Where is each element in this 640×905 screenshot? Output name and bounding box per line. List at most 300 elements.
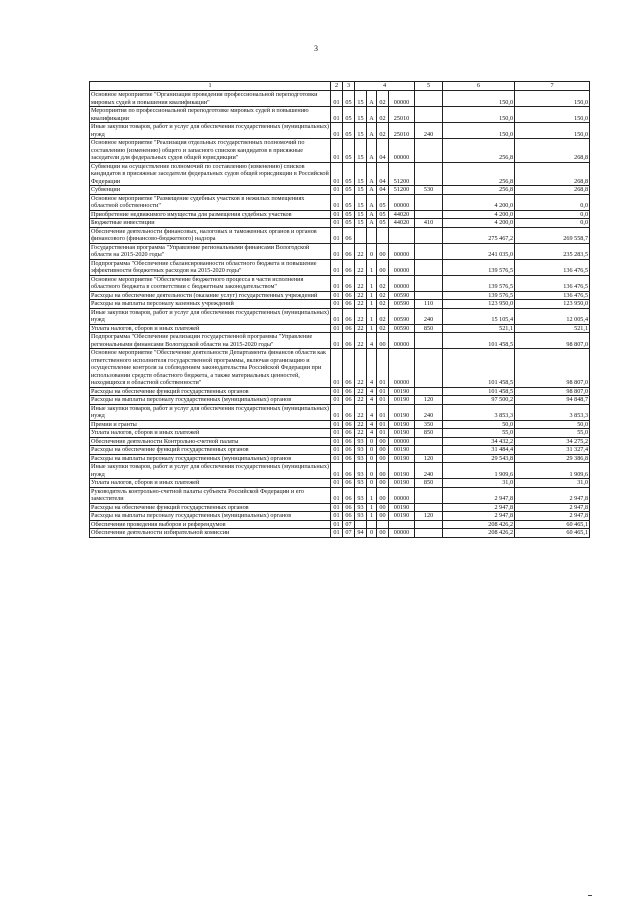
subprogram-code: А [367, 194, 377, 210]
section-code: 01 [331, 479, 343, 488]
direction-code: 00000 [389, 529, 415, 538]
section-code: 01 [331, 162, 343, 186]
amount-year-2: 0,0 [515, 194, 590, 210]
amount-year-1: 123 950,0 [443, 300, 515, 309]
direction-code: 00590 [389, 324, 415, 333]
amount-year-1: 101 458,5 [443, 349, 515, 388]
subsection-code: 06 [343, 243, 355, 259]
table-row [90, 349, 590, 388]
expense-type-code: 240 [415, 404, 443, 420]
direction-code: 25010 [389, 107, 415, 123]
amount-year-2: 2 947,8 [515, 503, 590, 512]
amount-year-2: 269 558,7 [515, 227, 590, 243]
section-code: 01 [331, 487, 343, 503]
table-row [90, 512, 590, 521]
header-col-1: 1 [90, 82, 331, 91]
row-name: Обеспечение деятельности Контрольно-счетной палаты [90, 437, 331, 446]
subprogram-code: 1 [367, 324, 377, 333]
program-code: 93 [355, 512, 367, 521]
corner-mark [588, 895, 592, 896]
activity-code: 02 [377, 91, 389, 107]
amount-year-1: 31,0 [443, 479, 515, 488]
amount-year-2: 3 853,3 [515, 404, 590, 420]
program-code: 93 [355, 503, 367, 512]
budget-table [89, 81, 590, 538]
subsection-code: 06 [343, 387, 355, 396]
table-row [90, 503, 590, 512]
program-code: 93 [355, 454, 367, 463]
program-code: 15 [355, 186, 367, 195]
direction-code: 00000 [389, 333, 415, 349]
subsection-code: 06 [343, 454, 355, 463]
table-row [90, 91, 590, 107]
row-name: Государственная программа "Управление региональными финансами Вологодской области на 2015-2020 годы" [90, 243, 331, 259]
program-code: 22 [355, 333, 367, 349]
amount-year-2: 29 386,8 [515, 454, 590, 463]
amount-year-1: 4 200,0 [443, 194, 515, 210]
amount-year-2: 31 327,4 [515, 446, 590, 455]
activity-code: 02 [377, 308, 389, 324]
subsection-code: 05 [343, 91, 355, 107]
row-name: Расходы на обеспечение функций государственных органов [90, 446, 331, 455]
subprogram-code: А [367, 123, 377, 139]
amount-year-1: 2 947,8 [443, 487, 515, 503]
subsection-code: 06 [343, 437, 355, 446]
amount-year-1: 208 426,2 [443, 529, 515, 538]
activity-code: 00 [377, 259, 389, 275]
amount-year-2: 2 947,8 [515, 487, 590, 503]
subsection-code: 06 [343, 396, 355, 405]
amount-year-2: 268,8 [515, 186, 590, 195]
table-row [90, 243, 590, 259]
header-col-5: 5 [415, 82, 443, 91]
activity-code: 01 [377, 420, 389, 429]
header-col-7: 7 [515, 82, 590, 91]
expense-type-code: 350 [415, 420, 443, 429]
table-row [90, 520, 590, 529]
amount-year-1: 29 543,8 [443, 454, 515, 463]
activity-code: 00 [377, 479, 389, 488]
activity-code: 00 [377, 446, 389, 455]
section-code: 01 [331, 123, 343, 139]
table-row [90, 324, 590, 333]
activity-code: 00 [377, 333, 389, 349]
amount-year-1: 34 432,2 [443, 437, 515, 446]
row-name: Уплата налогов, сборов и иных платежей [90, 324, 331, 333]
subsection-code: 06 [343, 420, 355, 429]
amount-year-2: 94 848,7 [515, 396, 590, 405]
subprogram-code: 4 [367, 404, 377, 420]
amount-year-2: 0,0 [515, 219, 590, 228]
row-name: Бюджетные инвестиции [90, 219, 331, 228]
amount-year-1: 150,0 [443, 123, 515, 139]
program-code: 15 [355, 219, 367, 228]
subsection-code: 06 [343, 512, 355, 521]
amount-year-2: 0,0 [515, 210, 590, 219]
row-name: Премии и гранты [90, 420, 331, 429]
table-row [90, 387, 590, 396]
section-code: 01 [331, 194, 343, 210]
section-code: 01 [331, 291, 343, 300]
subprogram-code: 0 [367, 463, 377, 479]
direction-code: 44020 [389, 219, 415, 228]
expense-type-code: 530 [415, 186, 443, 195]
activity-code: 05 [377, 219, 389, 228]
activity-code: 04 [377, 162, 389, 186]
expense-type-code [415, 333, 443, 349]
subsection-code: 06 [343, 503, 355, 512]
subsection-code: 05 [343, 194, 355, 210]
program-code: 22 [355, 259, 367, 275]
amount-year-2: 98 807,0 [515, 349, 590, 388]
program-code: 93 [355, 479, 367, 488]
section-code: 01 [331, 512, 343, 521]
activity-code: 00 [377, 487, 389, 503]
expense-type-code: 240 [415, 308, 443, 324]
direction-code: 00590 [389, 300, 415, 309]
expense-type-code [415, 520, 443, 529]
direction-code: 00000 [389, 437, 415, 446]
section-code: 01 [331, 139, 343, 163]
amount-year-1: 1 909,6 [443, 463, 515, 479]
subprogram-code [367, 227, 377, 243]
page-number: 3 [314, 44, 318, 53]
direction-code: 00190 [389, 454, 415, 463]
table-row [90, 259, 590, 275]
section-code: 01 [331, 300, 343, 309]
table-row [90, 479, 590, 488]
subsection-code: 06 [343, 463, 355, 479]
row-name: Расходы на обеспечение функций государственных органов [90, 503, 331, 512]
direction-code: 51200 [389, 186, 415, 195]
expense-type-code [415, 437, 443, 446]
row-name: Расходы на выплаты персоналу государственных (муниципальных) органов [90, 512, 331, 521]
amount-year-2: 150,0 [515, 91, 590, 107]
header-col-2: 2 [331, 82, 343, 91]
expense-type-code: 240 [415, 463, 443, 479]
direction-code: 00000 [389, 91, 415, 107]
row-name: Расходы на выплаты персоналу казенных учреждений [90, 300, 331, 309]
expense-type-code [415, 259, 443, 275]
subprogram-code: А [367, 162, 377, 186]
table-row [90, 463, 590, 479]
amount-year-2: 150,0 [515, 123, 590, 139]
table-header-row [90, 82, 590, 91]
activity-code: 02 [377, 107, 389, 123]
subprogram-code: 1 [367, 259, 377, 275]
activity-code: 01 [377, 429, 389, 438]
table-row [90, 437, 590, 446]
direction-code: 00190 [389, 404, 415, 420]
amount-year-1: 241 035,0 [443, 243, 515, 259]
subprogram-code: А [367, 139, 377, 163]
amount-year-1: 275 467,2 [443, 227, 515, 243]
activity-code: 00 [377, 454, 389, 463]
section-code: 01 [331, 529, 343, 538]
amount-year-2: 2 947,8 [515, 512, 590, 521]
subsection-code: 05 [343, 123, 355, 139]
table-row [90, 420, 590, 429]
subsection-code: 05 [343, 210, 355, 219]
table-row [90, 404, 590, 420]
amount-year-2: 12 005,4 [515, 308, 590, 324]
program-code: 93 [355, 446, 367, 455]
row-name: Иные закупки товаров, работ и услуг для обеспечения государственных (муниципальных) нужд [91, 123, 329, 138]
program-code [355, 520, 367, 529]
direction-code: 00000 [389, 487, 415, 503]
program-code: 15 [355, 107, 367, 123]
activity-code: 05 [377, 194, 389, 210]
section-code: 01 [331, 219, 343, 228]
amount-year-2: 98 807,0 [515, 333, 590, 349]
section-code: 01 [331, 308, 343, 324]
subsection-code: 06 [343, 429, 355, 438]
table-row [90, 333, 590, 349]
amount-year-1: 3 853,3 [443, 404, 515, 420]
subsection-code: 06 [343, 487, 355, 503]
table-row [90, 396, 590, 405]
activity-code: 02 [377, 324, 389, 333]
row-name: Расходы на обеспечение функций государственных органов [90, 387, 331, 396]
program-code: 22 [355, 404, 367, 420]
expense-type-code [415, 210, 443, 219]
subsection-code: 06 [343, 300, 355, 309]
table-row [90, 308, 590, 324]
subprogram-code: 1 [367, 503, 377, 512]
table-row [90, 454, 590, 463]
direction-code: 00000 [389, 349, 415, 388]
row-name: Руководитель контрольно-счетной палаты субъекта Российской Федерации и его заместители [90, 487, 331, 503]
direction-code [389, 227, 415, 243]
amount-year-1: 4 200,0 [443, 219, 515, 228]
expense-type-code [415, 291, 443, 300]
expense-type-code [415, 107, 443, 123]
table-row [90, 446, 590, 455]
row-name: Приобретение недвижимого имущества для размещения судебных участков [90, 210, 331, 219]
expense-type-code: 850 [415, 429, 443, 438]
program-code: 15 [355, 194, 367, 210]
section-code: 01 [331, 324, 343, 333]
section-code: 01 [331, 210, 343, 219]
amount-year-1: 101 458,5 [443, 387, 515, 396]
program-code: 22 [355, 308, 367, 324]
table-row [90, 529, 590, 538]
subsection-code: 05 [343, 107, 355, 123]
expense-type-code [415, 227, 443, 243]
activity-code: 04 [377, 186, 389, 195]
subprogram-code: 1 [367, 291, 377, 300]
program-code: 15 [355, 91, 367, 107]
amount-year-2: 521,1 [515, 324, 590, 333]
section-code: 01 [331, 275, 343, 291]
activity-code: 02 [377, 275, 389, 291]
expense-type-code [415, 139, 443, 163]
activity-code: 00 [377, 529, 389, 538]
direction-code: 00190 [389, 420, 415, 429]
table-body [90, 91, 590, 538]
amount-year-1: 15 105,4 [443, 308, 515, 324]
table-row [90, 227, 590, 243]
expense-type-code [415, 349, 443, 388]
program-code: 15 [355, 139, 367, 163]
table-row [90, 123, 590, 139]
row-name: Основное мероприятие "Размещение судебных участков в нежилых помещениях областной собственности" [90, 194, 331, 210]
activity-code: 01 [377, 387, 389, 396]
direction-code: 00190 [389, 503, 415, 512]
subprogram-code: 1 [367, 300, 377, 309]
subprogram-code: 4 [367, 333, 377, 349]
row-name: Расходы на обеспечение деятельности (оказание услуг) государственных учреждений [90, 291, 331, 300]
row-name: Обеспечение проведения выборов и референдумов [90, 520, 331, 529]
amount-year-2: 268,8 [515, 162, 590, 186]
table-row [90, 300, 590, 309]
direction-code: 00190 [389, 387, 415, 396]
program-code: 15 [355, 210, 367, 219]
program-code: 94 [355, 529, 367, 538]
subprogram-code: 0 [367, 479, 377, 488]
program-code: 22 [355, 387, 367, 396]
section-code: 01 [331, 429, 343, 438]
expense-type-code [415, 243, 443, 259]
subprogram-code: А [367, 219, 377, 228]
amount-year-2: 150,0 [515, 107, 590, 123]
subprogram-code: А [367, 186, 377, 195]
amount-year-1: 208 426,2 [443, 520, 515, 529]
program-code: 93 [355, 463, 367, 479]
section-code: 01 [331, 107, 343, 123]
activity-code: 01 [377, 349, 389, 388]
section-code: 01 [331, 243, 343, 259]
direction-code: 00190 [389, 429, 415, 438]
subsection-code: 06 [343, 333, 355, 349]
subsection-code: 06 [343, 324, 355, 333]
section-code: 01 [331, 446, 343, 455]
subsection-code: 06 [343, 275, 355, 291]
section-code: 01 [331, 396, 343, 405]
subprogram-code: 4 [367, 420, 377, 429]
direction-code: 25010 [389, 123, 415, 139]
amount-year-2: 50,0 [515, 420, 590, 429]
row-name: Подпрограмма "Обеспечение реализации государственной программы "Управление региональными финансами Вологодской области на 2015-2020 годы" [90, 333, 331, 349]
expense-type-code [415, 162, 443, 186]
amount-year-1: 256,8 [443, 162, 515, 186]
program-code: 15 [355, 123, 367, 139]
subprogram-code: 1 [367, 275, 377, 291]
row-name: Расходы на выплаты персоналу государственных (муниципальных) органов [90, 396, 331, 405]
section-code: 01 [331, 387, 343, 396]
expense-type-code [415, 503, 443, 512]
subsection-code: 05 [343, 186, 355, 195]
section-code: 01 [331, 463, 343, 479]
expense-type-code: 850 [415, 324, 443, 333]
direction-code: 00000 [389, 275, 415, 291]
program-code: 22 [355, 300, 367, 309]
activity-code: 00 [377, 243, 389, 259]
activity-code [377, 520, 389, 529]
program-code: 93 [355, 487, 367, 503]
activity-code: 00 [377, 512, 389, 521]
section-code: 01 [331, 333, 343, 349]
activity-code: 02 [377, 300, 389, 309]
amount-year-1: 150,0 [443, 91, 515, 107]
subprogram-code: 1 [367, 512, 377, 521]
direction-code: 00000 [389, 259, 415, 275]
direction-code: 00590 [389, 308, 415, 324]
program-code: 22 [355, 243, 367, 259]
amount-year-2: 268,8 [515, 139, 590, 163]
table-row [90, 219, 590, 228]
subprogram-code: 4 [367, 396, 377, 405]
expense-type-code: 240 [415, 123, 443, 139]
header-col-6: 6 [443, 82, 515, 91]
expense-type-code [415, 91, 443, 107]
section-code: 01 [331, 186, 343, 195]
activity-code: 01 [377, 404, 389, 420]
direction-code: 00190 [389, 446, 415, 455]
amount-year-2: 136 476,5 [515, 259, 590, 275]
direction-code: 00590 [389, 291, 415, 300]
table-row [90, 107, 590, 123]
subprogram-code [367, 520, 377, 529]
subprogram-code: 1 [367, 308, 377, 324]
amount-year-2: 136 476,5 [515, 275, 590, 291]
header-col-4: 4 [355, 82, 415, 91]
row-name: Иные закупки товаров, работ и услуг для обеспечения государственных (муниципальных) нужд [91, 463, 329, 478]
section-code: 01 [331, 349, 343, 388]
subsection-code: 05 [343, 139, 355, 163]
amount-year-1: 139 576,5 [443, 275, 515, 291]
row-name: Уплата налогов, сборов и иных платежей [90, 429, 331, 438]
amount-year-2: 31,0 [515, 479, 590, 488]
amount-year-2: 136 476,5 [515, 291, 590, 300]
subsection-code: 07 [343, 520, 355, 529]
program-code: 22 [355, 291, 367, 300]
expense-type-code: 120 [415, 396, 443, 405]
direction-code: 00000 [389, 194, 415, 210]
amount-year-1: 101 458,5 [443, 333, 515, 349]
header-col-3: 3 [343, 82, 355, 91]
row-name: Обеспечение деятельности финансовых, налоговых и таможенных органов и органов финансового (финансово-бюджетного) надзора [90, 227, 331, 243]
subprogram-code: 4 [367, 429, 377, 438]
table-row [90, 139, 590, 163]
section-code: 01 [331, 454, 343, 463]
program-code: 22 [355, 396, 367, 405]
direction-code [389, 520, 415, 529]
expense-type-code: 850 [415, 479, 443, 488]
row-name: Иные закупки товаров, работ и услуг для обеспечения государственных (муниципальных) нужд [91, 404, 329, 419]
direction-code: 00190 [389, 463, 415, 479]
amount-year-1: 4 200,0 [443, 210, 515, 219]
activity-code: 00 [377, 503, 389, 512]
subsection-code: 06 [343, 349, 355, 388]
table-row [90, 186, 590, 195]
amount-year-1: 97 500,2 [443, 396, 515, 405]
table-row [90, 194, 590, 210]
section-code: 01 [331, 520, 343, 529]
subprogram-code: 0 [367, 454, 377, 463]
subprogram-code: 1 [367, 487, 377, 503]
direction-code: 00190 [389, 396, 415, 405]
subsection-code: 06 [343, 446, 355, 455]
subsection-code: 06 [343, 259, 355, 275]
amount-year-2: 1 909,6 [515, 463, 590, 479]
row-name: Субвенции на осуществление полномочий по составлению (изменению) списков кандидатов в присяжные заседатели федеральных судов общей юрисдикции в Российской Федерации [91, 162, 329, 185]
amount-year-2: 34 275,2 [515, 437, 590, 446]
amount-year-2: 55,0 [515, 429, 590, 438]
activity-code [377, 227, 389, 243]
expense-type-code: 410 [415, 219, 443, 228]
amount-year-1: 521,1 [443, 324, 515, 333]
